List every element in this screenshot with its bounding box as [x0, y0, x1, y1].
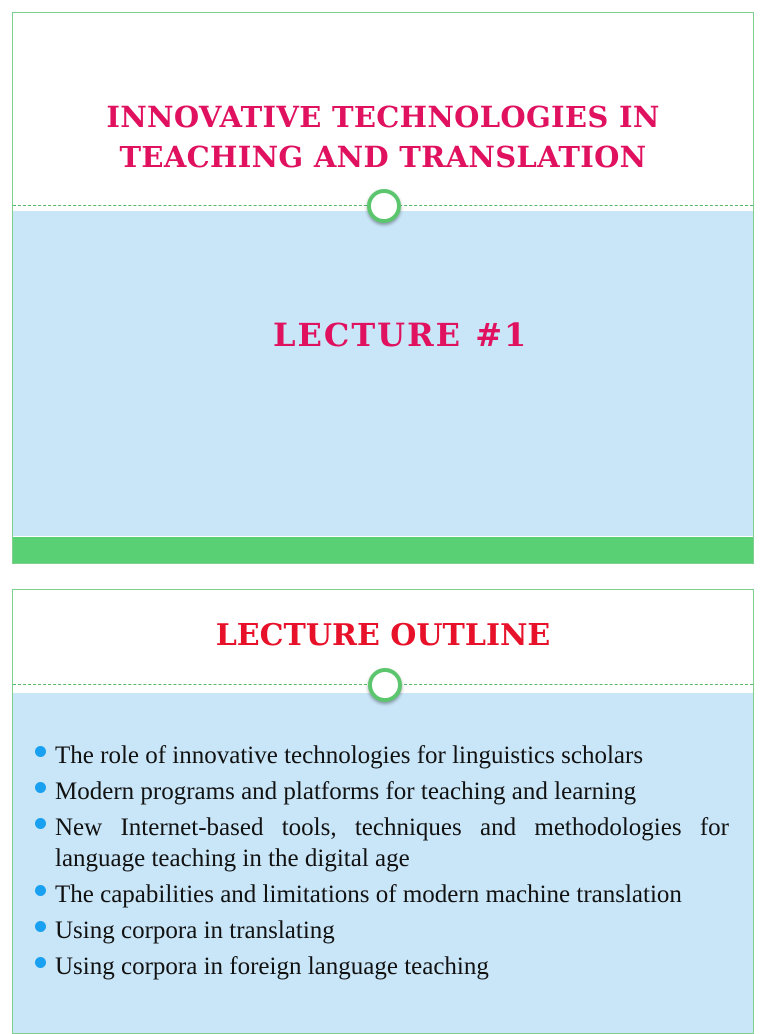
dot-icon	[35, 818, 46, 829]
outline-item	[33, 812, 729, 874]
dot-icon	[35, 782, 46, 793]
outline-item-text: The role of innovative technologies for linguistics scholars	[55, 742, 644, 769]
dot-icon	[35, 746, 46, 757]
outline-item-text: Using corpora in translating	[55, 917, 335, 944]
title-slide	[12, 12, 754, 564]
outline-item	[33, 951, 729, 982]
outline-item	[33, 740, 729, 771]
ring-icon	[367, 189, 401, 223]
outline-item	[33, 879, 729, 910]
dot-icon	[35, 957, 46, 968]
dot-icon	[35, 885, 46, 896]
outline-title: LECTURE OUTLINE	[215, 618, 551, 653]
outline-item-text: Using corpora in foreign language teaching	[55, 953, 489, 980]
outline-slide	[12, 589, 754, 1034]
outline-item-text: Modern programs and platforms for teaching and learning	[55, 778, 637, 805]
outline-list	[33, 740, 729, 987]
outline-item	[33, 915, 729, 946]
dot-icon	[35, 921, 46, 932]
presentation-title	[13, 97, 753, 177]
outline-item-text: New Internet-based tools, techniques and methodologies for language teaching in the digital age	[55, 814, 729, 872]
footer-bar	[13, 537, 753, 564]
outline-item	[33, 776, 729, 807]
outline-item-text: The capabilities and limitations of modern machine translation	[55, 881, 682, 908]
title-line-1: INNOVATIVE TECHNOLOGIES IN	[106, 100, 660, 134]
title-line-2: TEACHING AND TRANSLATION	[119, 140, 647, 174]
ring-icon	[368, 668, 402, 702]
title-slide-body	[13, 211, 753, 536]
title-slide-header	[13, 13, 753, 207]
lecture-number: LECTURE #1	[273, 316, 529, 354]
